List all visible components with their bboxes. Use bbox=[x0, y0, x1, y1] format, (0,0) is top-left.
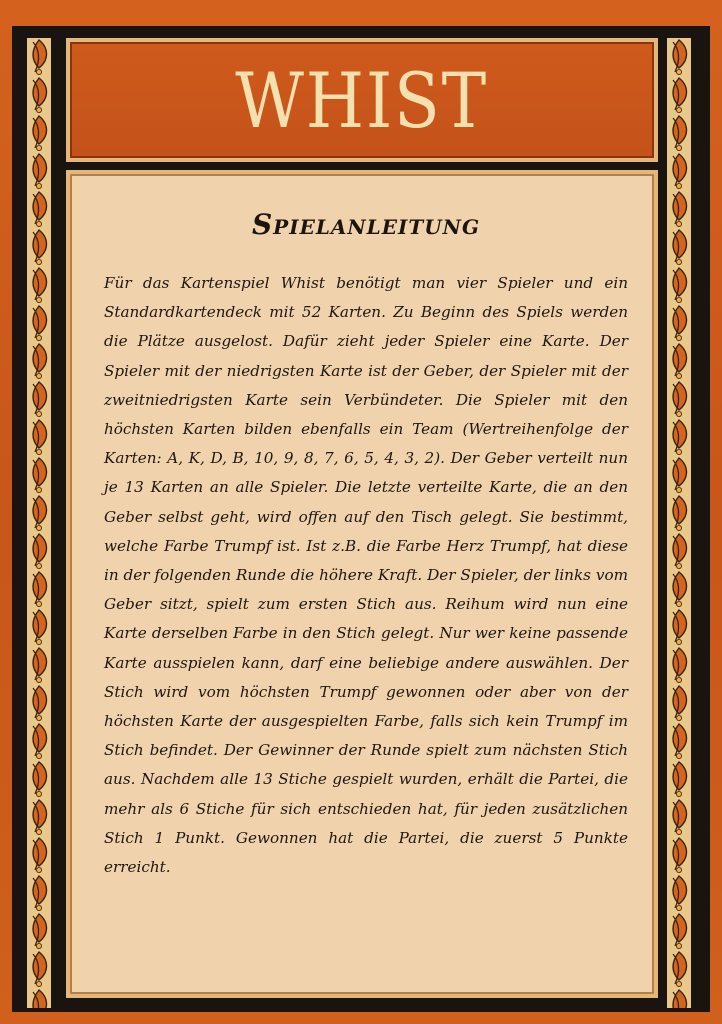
rules-text: Für das Kartenspiel Whist benötigt man vier Spieler und ein Standardkartendeck mit 52 Karten. Zu Beginn des Spiels werden die Plätze ausgelost. Dafür zieht jeder Spieler eine Karte. Der Spieler mit der niedrigsten Karte ist der Geber, der Spieler mit der zweitniedrigsten Karte sein Verbündeter. Die Spieler mit den höchsten Karten bilden ebenfalls ein Team (Wertreihenfolge der Karten: A, K, D, B, 10, 9, 8, 7, 6, 5, 4, 3, 2). Der Geber verteilt nun je 13 Karten an alle Spieler. Die letzte verteilte Karte, die an den Geber selbst geht, wird offen auf den Tisch gelegt. Sie bestimmt, welche Farbe Trumpf ist. Ist z.B. die Farbe Herz Trumpf, hat diese in der folgenden Runde die höhere Kraft. Der Spieler, der links vom Geber sitzt, spielt zum ersten Stich aus. Reihum wird nun eine Karte derselben Farbe in den Stich gelegt. Nur wer keine passende Karte ausspielen kann, darf eine beliebige andere auswählen. Der Stich wird vom höchsten Trumpf gewonnen oder aber von der höchsten Karte der ausgespielten Farbe, falls sich kein Trumpf im Stich befindet. Der Gewinner der Runde spielt zum nächsten Stich aus. Nachdem alle 13 Stiche gespielt wurden, erhält die Partei, die mehr als 6 Stiche für sich entschieden hat, für jeden zusätzlichen Stich 1 Punkt. Gewonnen hat die Partei, die zuerst 5 Punkte erreicht. bbox=[104, 274, 628, 877]
page-title: WHIST bbox=[235, 55, 489, 145]
vine-ornament-icon bbox=[24, 38, 54, 1008]
title-panel bbox=[66, 38, 658, 162]
section-heading: Spielanleitung bbox=[251, 208, 481, 241]
vine-ornament-icon bbox=[664, 38, 694, 1008]
rules-panel bbox=[66, 170, 658, 998]
